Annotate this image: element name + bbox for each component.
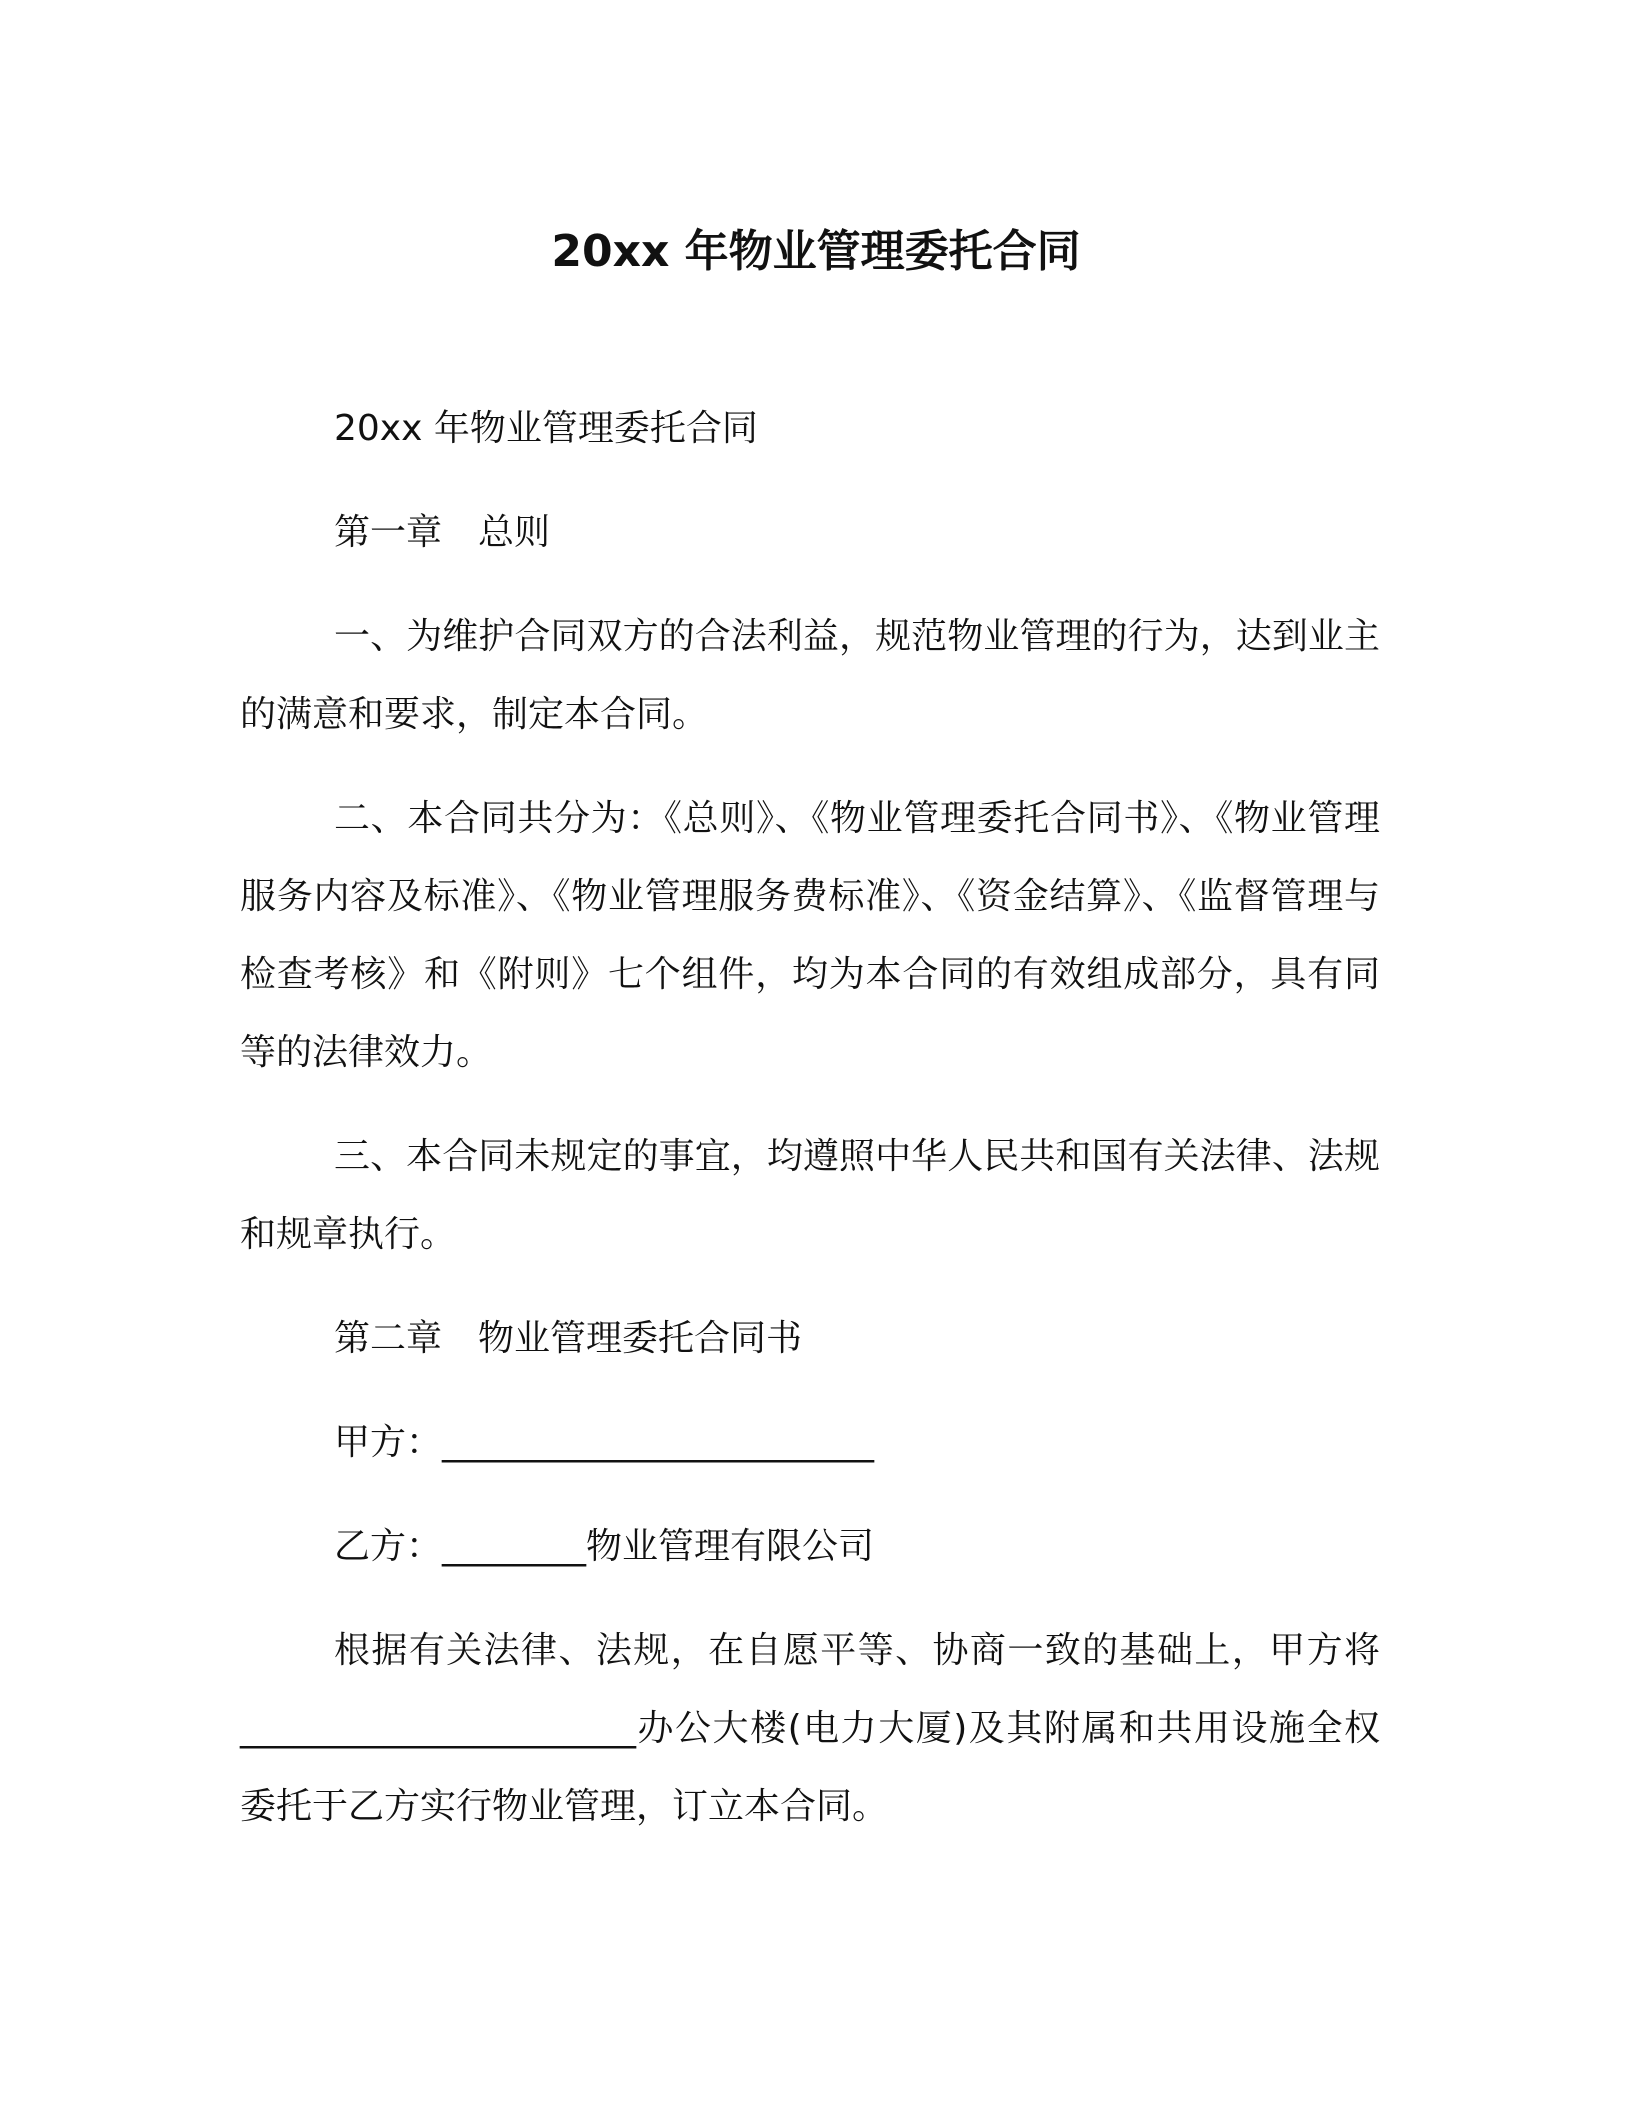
clause-one: 一、为维护合同双方的合法利益，规范物业管理的行为，达到业主的满意和要求，制定本合同。 [240,616,1380,735]
agreement-paragraph: 根据有关法律、法规，在自愿平等、协商一致的基础上，甲方将______________________办公大楼(电力大厦)及其附属和共用设施全权委托于乙方实行物业管理，订立本合同。 [240,1630,1380,1827]
clause-three: 三、本合同未规定的事宜，均遵照中华人民共和国有关法律、法规和规章执行。 [240,1136,1380,1255]
document-title: 20xx 年物业管理委托合同 [551,226,1081,277]
document-body [240,390,1380,1872]
party-a-line: 甲方：________________________ [334,1422,875,1463]
chapter-two-heading: 第二章 物业管理委托合同书 [334,1318,803,1359]
contract-heading: 20xx 年物业管理委托合同 [334,408,758,449]
clause-two: 二、本合同共分为：《总则》、《物业管理委托合同书》、《物业管理服务内容及标准》、《物业管理服务费标准》、《资金结算》、《监督管理与检查考核》和《附则》七个组件，均为本合同的有效组成部分，具有同等的法律效力。 [240,798,1380,1073]
party-b-line: 乙方：________物业管理有限公司 [334,1526,875,1567]
chapter-one-heading: 第一章 总则 [334,512,551,553]
